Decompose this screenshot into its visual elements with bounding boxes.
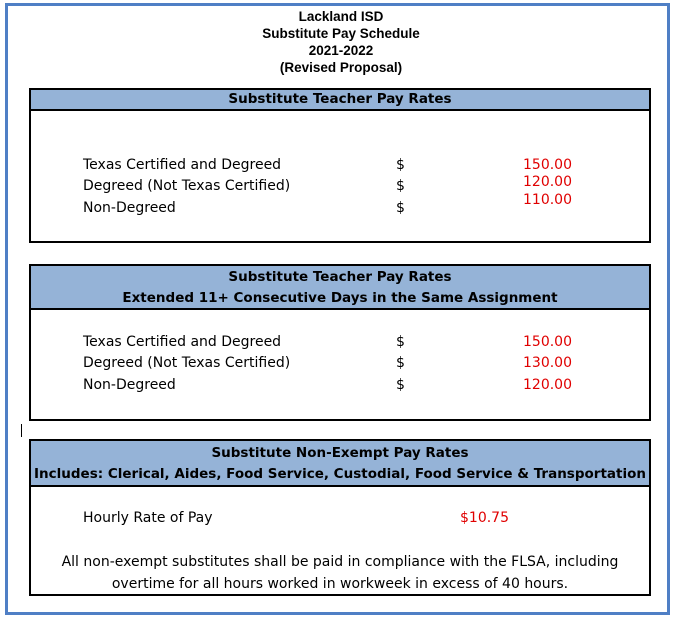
title-block xyxy=(0,8,682,76)
s1-row2-amount: 120.00 xyxy=(523,174,572,190)
schedule-title: Substitute Pay Schedule xyxy=(262,26,420,41)
district-name: Lackland ISD xyxy=(298,9,384,24)
proposal-status: (Revised Proposal) xyxy=(279,60,403,75)
s1-row1-currency: $ xyxy=(396,157,405,173)
s1-row3-amount: 110.00 xyxy=(523,192,572,208)
section3-header xyxy=(29,439,651,487)
s2-row1-amount: 150.00 xyxy=(523,334,572,350)
school-year: 2021-2022 xyxy=(308,43,374,58)
s1-row1-label: Texas Certified and Degreed xyxy=(83,157,282,173)
s2-row3-label: Non-Degreed xyxy=(83,377,176,393)
flsa-note-line1: All non-exempt substitutes shall be paid in compliance with the FLSA, including xyxy=(61,554,619,570)
s2-row2-currency: $ xyxy=(396,355,405,371)
s1-row3-currency: $ xyxy=(396,200,405,216)
s1-row1-amount: 150.00 xyxy=(523,157,572,173)
hourly-rate-amount: $10.75 xyxy=(460,510,509,526)
s2-row2-label: Degreed (Not Texas Certified) xyxy=(83,355,291,371)
s2-row1-currency: $ xyxy=(396,334,405,350)
s2-row3-currency: $ xyxy=(396,377,405,393)
s1-row3-label: Non-Degreed xyxy=(83,200,176,216)
section2-subtitle: Extended 11+ Consecutive Days in the Same Assignment xyxy=(122,290,558,306)
s2-row3-amount: 120.00 xyxy=(523,377,572,393)
section1-title: Substitute Teacher Pay Rates xyxy=(228,91,452,107)
section2-header xyxy=(29,264,651,310)
flsa-note-line2: overtime for all hours worked in workweek in excess of 40 hours. xyxy=(111,576,569,592)
text-cursor xyxy=(21,424,22,437)
section3-subtitle: Includes: Clerical, Aides, Food Service, Custodial, Food Service & Transportation xyxy=(34,466,646,482)
section1-header xyxy=(29,88,651,111)
s2-row2-amount: 130.00 xyxy=(523,355,572,371)
section2-title: Substitute Teacher Pay Rates xyxy=(228,269,452,285)
s2-row1-label: Texas Certified and Degreed xyxy=(83,334,282,350)
s1-row2-currency: $ xyxy=(396,178,405,194)
hourly-rate-label: Hourly Rate of Pay xyxy=(83,510,213,526)
s1-row2-label: Degreed (Not Texas Certified) xyxy=(83,178,291,194)
flsa-note xyxy=(30,551,650,595)
section3-title: Substitute Non-Exempt Pay Rates xyxy=(211,445,469,461)
